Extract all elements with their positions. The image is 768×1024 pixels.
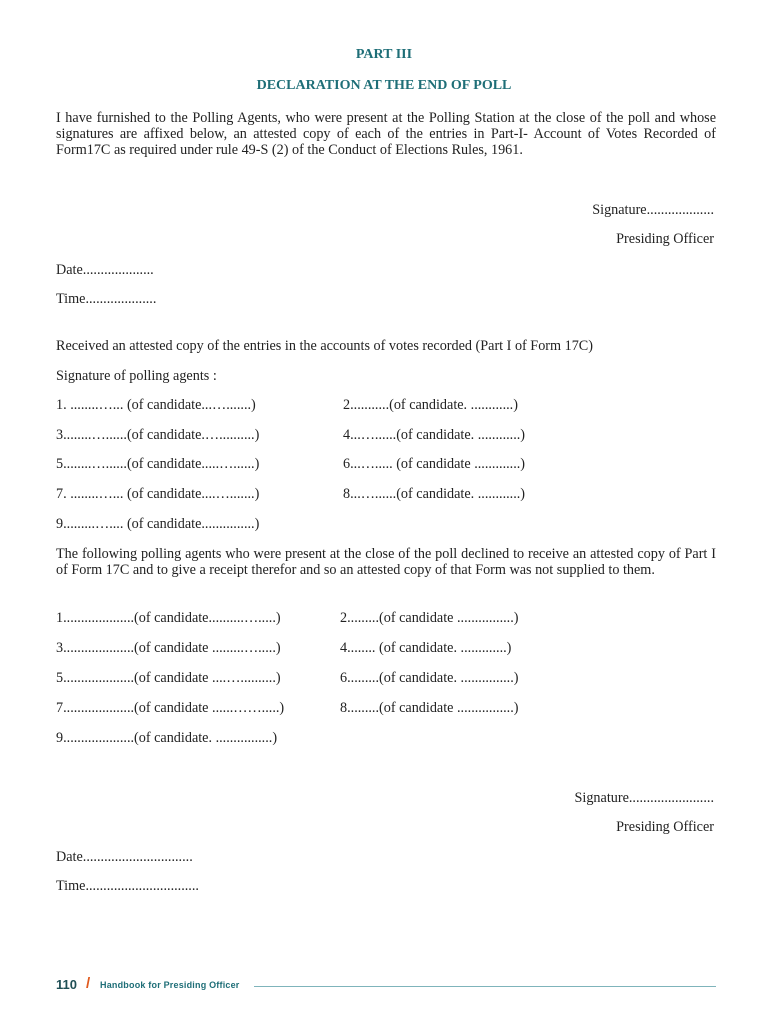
time-line-2: Time................................	[56, 878, 199, 894]
book-title: Handbook for Presiding Officer	[100, 980, 240, 990]
declined-paragraph: The following polling agents who were present at the close of the poll declined to receive an attested copy of Part I of Form 17C and to give a receipt therefor and so an attested copy of that Form was not supplied to them.	[56, 546, 716, 578]
declined-agent-entry: 7....................(of candidate ......…….....)	[56, 700, 285, 716]
declined-agent-entry: 9....................(of candidate. ................)	[56, 730, 278, 746]
received-agent-entry: 6...…..... (of candidate .............)	[343, 456, 526, 472]
declined-agent-entry: 2.........(of candidate ................)	[340, 610, 519, 626]
received-statement: Received an attested copy of the entries in the accounts of votes recorded (Part I of Form 17C)	[56, 338, 593, 354]
presiding-officer-label-2: Presiding Officer	[616, 819, 714, 835]
declined-agent-entry: 5....................(of candidate ....…..........)	[56, 670, 281, 686]
received-agent-entry: 9.........….... (of candidate...............)	[56, 516, 260, 532]
footer-rule	[254, 986, 716, 987]
declined-agent-entry: 4........ (of candidate. .............)	[340, 640, 512, 656]
signature-line-1: Signature...................	[592, 202, 714, 218]
declined-agent-entry: 3....................(of candidate .........….....)	[56, 640, 281, 656]
declined-agent-entry: 1....................(of candidate..........….....)	[56, 610, 281, 626]
agents-signature-label: Signature of polling agents :	[56, 368, 217, 384]
received-agent-entry: 7. ........…... (of candidate....….......)	[56, 486, 260, 502]
signature-line-2: Signature........................	[574, 790, 714, 806]
intro-paragraph: I have furnished to the Polling Agents, who were present at the Polling Station at the close of the poll and whose signatures are affixed below, an attested copy of each of the entries in Part-I- Account of Votes Recorded of Form17C as required under rule 49-S (2) of the Conduct of Elections Rules, 1961.	[56, 110, 716, 158]
date-line-1: Date....................	[56, 262, 154, 278]
received-agent-entry: 4...…......(of candidate. ............)	[343, 427, 526, 443]
footer-separator: /	[86, 975, 91, 992]
received-agent-entry: 2...........(of candidate. ............)	[343, 397, 518, 413]
presiding-officer-label-1: Presiding Officer	[616, 231, 714, 247]
declined-agent-entry: 8.........(of candidate ................)	[340, 700, 519, 716]
date-line-2: Date...............................	[56, 849, 193, 865]
received-agent-entry: 8...…......(of candidate. ............)	[343, 486, 526, 502]
declined-agent-entry: 6.........(of candidate. ...............)	[340, 670, 519, 686]
page-number: 110	[56, 977, 77, 992]
section-title: DECLARATION AT THE END OF POLL	[256, 78, 512, 93]
received-agent-entry: 3........…......(of candidate.…..........)	[56, 427, 260, 443]
received-agent-entry: 1. ........…... (of candidate...….......)	[56, 397, 256, 413]
time-line-1: Time....................	[56, 291, 157, 307]
part-title: PART III	[355, 47, 413, 62]
received-agent-entry: 5........…......(of candidate.....…......)	[56, 456, 260, 472]
